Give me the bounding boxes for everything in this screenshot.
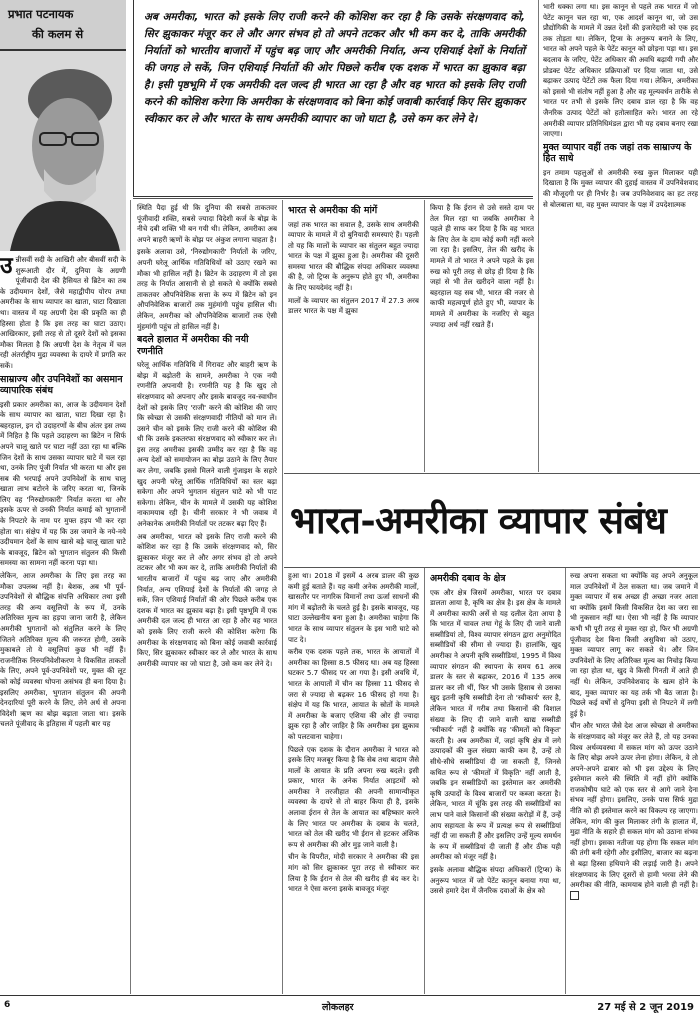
column-4-paragraph-2: एक और क्षेत्र जिसमें अमरीका, भारत पर दबाव डालता आया है, कृषि का क्षेत्र है। इस क्षेत्र के मामले में अमरीका काफी अर्से से यह दलील देता आया है कि भारत में चावल तथा गेहूं के लिए दी जाने वाली सब्सीडियां तो, विश्व व्यापार संगठन द्वारा अनुमोदित सब्सीडियों की सीमा से ज्यादा हैं। हालांकि, खुद अमरीका ने अपनी कृषि सब्सीडियां, 1995 में विश्व व्यापार संगठन की स्थापना के समय 61 अरब डालर के स्तर से बढ़ाकर, 2016 में 135 अरब डालर कर ली थीं, फिर भी उसके हिसाब से उसका खुद इतनी कृषि सब्सीडी देना तो 'स्वीकार्य' स्तर है, लेकिन भारत में गरीब तथा किसानों की विशाल संख्या के लिए दी जाने वाली खाद्य सब्सीडी 'स्वीकार्य' नहीं है क्योंकि वह 'कीमतों को विकृत' करती है। अब अमरीका में, जहां कृषि क्षेत्र में लगे उत्पादकों की कुल संख्या काफी कम है, उन्हें तो सीधे-सीधे सब्सीडियां दी जा सकती हैं, जिनसे कथित रूप से 'कीमतों में विकृति' नहीं आती है, जबकि इन सब्सीडियों का इस्तेमाल कर अमरीकी कृषि उत्पादों के विश्व बाजारों पर कब्जा करता है। लेकिन, भारत में चूंकि इस तरह की सब्सीडियों का लाभ पाने वाले किसानों की संख्या करोड़ों में हैं, उन्हें आय सहायता के रूप में प्रत्यक्ष रूप से सब्सीडियां नहीं दी जा सकती हैं और इसलिए उन्हें मूल्य समर्थन के रूप में सब्सीडियां दी जाती हैं और ठीक यही अमरीका को मंजूर नहीं है।	[430, 587, 561, 862]
column-2-paragraph-2: इसके अलावा उसे, 'निरुद्योगकारी' निर्यातों के जरिए, अपनी घरेलू आर्थिक गतिविधियों को उठाए रखने का मौका भी हासिल नहीं है। ब्रिटेन के उदाहरण में तो इस तरह के निर्यात आसानी से हो सकते थे क्योंकि सबसे ताकतवर औपनिवेशिक सत्ता के रूप में ब्रिटेन को इन औपनिवेशिक बाजारों तक मुहंमांगी पहुंच हासिल थी। लेकिन, अमरीका को औपनिवेशिक बाजारों तक ऐसी मुंहमांगी पहुंच तो हासिल नहीं है।	[137, 247, 277, 331]
end-of-article-mark	[570, 891, 579, 900]
column-5-paragraph-3: रुख अपना सकता था क्योंकि वह अपने अनुकूल माल उपनिवेशों में ठेल सकता था। जब जमाने में मुक्त व्यापार में सब अच्छा ही अच्छा नजर आता था क्योंकि इसमें किसी विकसित देश का जरा सा भी नुकसान नहीं था। ऐसा भी नहीं है कि व्यापार कभी भी पूरी तरह से मुक्त रहा हो, फिर भी अग्रणी पूंजीवाद देश बिना किसी असुविधा को उठाए, मुक्त व्यापार लागू कर सकते थे। और जिन उपनिवेशों के लिए अतिरिक्त मूल्य का निचोड़ किया जा रहा होता था, खुद वे किसी गिनती में आते ही नहीं थे। लेकिन, उपनिवेशवाद के खत्म होने के बाद, मुक्त व्यापार का यह तर्क भी बैठ जाता है। पिछले कई वर्षों से दुनिया इसी से निपटने में लगी हुई है।	[570, 571, 698, 718]
column-5-top	[543, 2, 698, 471]
column-4-paragraph-1: किया है कि ईरान से उसे सस्ते दाम पर तेल मिल रहा था जबकि अमरीका ने पहले ही साफ कर दिया है कि वह भारत के लिए तेल के दाम कोई कमी नहीं करने जा रहा है। इसलिए, तेल की खरीद के मामले में तो भारत ने अपने पहले के इस रुख को पूरी तरह से छोड़ ही दिया है कि जहां से भी तेल खरीदने वाला नहीं है। बहरहाल यह सब भी, भारत की नजर से काफी महत्वपूर्ण होते हुए भी, व्यापार के मामले में अमरीका के नजरिए से बहुत ज्यादा अर्थ नहीं रखते हैं।	[430, 203, 534, 329]
divider-4-top	[538, 0, 539, 472]
column-4-paragraph-3: इसके अलावा बौद्धिक संपदा अधिकारों (ट्रिप्स) के अनुरूप भारत में जो पेटेंट कानून बनाया गया था, उससे हमारे देश में जैनरिक दवाओं के क्षेत्र को	[430, 864, 561, 896]
column-3-paragraph-4: करीब एक दशक पहले तक, भारत के आयातों में अमरीका का हिस्सा 8.5 फीसद था। अब यह हिस्सा घटकर 5.7 फीसद पर आ गया है। इसी अवधि में, भारत के आयातों में चीन का हिस्सा 11 फीसद से जरा से ज्यादा से बढ़कर 16 फीसद हो गया है। संक्षेप में यह कि भारत, आयात के स्रोतों के मामले में अमरीका के बजाए एशिया की ओर ही ज्यादा झुक रहा है और जाहिर है कि अमरीका इस झुकाव को पलटवाना चाहेगा।	[288, 647, 419, 741]
column-2-paragraph-3: घरेलू आर्थिक गतिविधि में गिरावट और बाहरी ऋण के बोझ में बढ़ोतरी के सामने, अमरीका ने एक नयी रणनीति अपनायी है। रणनीति यह है कि खुद तो संरक्षणवाद को अपनाए और इसके बावजूद नव-स्वाधीन देशों को इसके लिए 'राजी' करने की कोशिश की जाए कि स्वेच्छा से उसकी संरक्षणवादी नीतियों को मान लें। उसने चीन को इसके लिए राजी करने की कोशिश की थी कि उसके इकतरफा संरक्षणवाद को स्वीकार कर ले। इस तरह अमरीका इसकी उम्मीद कर रहा है कि वह अन्य देशों को समायोजन का बोझ उठाने के लिए तैयार कर लेगा, जबकि इससे मिलने वाली गुंजाइश के सहारे खुद अपनी घरेलू आर्थिक गतिविधियों का स्तर बढ़ा सकेगा और अपने भुगतान संतुलन घाटे को भी पाट सकेगा। लेकिन, चीन के मामले में उसकी यह कोशिश नाकामयाब रही है। चीनी सरकार ने भी जवाब में अनेकानेक अमरीकी निर्यातों पर तटकर बढ़ा दिए हैं।	[137, 360, 277, 529]
column-4-bottom	[430, 571, 561, 992]
column-3-bottom	[288, 571, 419, 992]
column-1-paragraph-3: लेकिन, आज अमरीका के लिए इस तरह का मौका उपलब्ध नहीं है। बेशक, अब भी पूर्व-उपनिवेशों से बौद्धिक संपत्ति अधिकार तथा इसी तरह की अन्य वसूलियों के रूप में, उनके अतिरिक्त मूल्य का हड़पा जाना जारी है, लेकिन अमरीकी भुगतानों को संतुलित करने के लिए जितने अतिरिक्त मूल्य की जरूरत होगी, उसके मुकाबले तो ये वसूलियां कुछ भी नहीं हैं। राजनीतिक निरुपनिवेशीकरण ने विकसित ताकतों के लिए, अपने पूर्व-उपनिवेशों पर, मुक्त की लूट को कोई व्यवस्था थोपना असंभव ही बना दिया है। इसलिए अमरीका, भुगतान संतुलन की अपनी देनदारियां पूरी करने के लिए, लेने अर्थ से अपना विदेशी ऋण का बोझ बढ़ाता जाता था। इसके चलते पूंजीवाद के इतिहास में पहली बार यह	[0, 571, 126, 729]
column-2-paragraph-4: अब अमरीका, भारत को इसके लिए राजी करने की कोशिश कर रहा है कि उसके संरक्षणवाद को, सिर झुकाकर मंजूर कर ले और अगर संभव हो तो अपने तटकर और भी कम कर दे, ताकि अमरीकी निर्यातों की भारतीय बाजारों में पहुंच बढ़ जाए और अमरीकी निर्यात, अन्य एशियाई देशों के निर्यातों की जगह ले सकें, जिन एशियाई निर्यातों की ओर पिछले करीब एक दशक में भारत का झुकाव बढ़ा है। इसी पृष्ठभूमि में एक अमरीकी दल जल्द ही भारत आ रहा है और वह भारत को इसके लिए राजी करने की कोशिश करेगा कि अमरीका के संरक्षणवाद को बिना कोई जवाबी कार्रवाई किए, सिर झुकाकर स्वीकार कर ले और भारत के साथ अमरीकी व्यापार का जो घाटा है, उसे कम कर लेने दे।	[137, 531, 277, 668]
author-photo	[0, 51, 126, 251]
column-3-paragraph-1: जहां तक भारत का सवाल है, उसके साथ अमरीकी व्यापार के मामले में दो बुनियादी समस्याएं हैं। पहली तो यह कि मालों के व्यापार का संतुलन बहुत ज्यादा भारत के पक्ष में झुका हुआ है। अमरीका की दूसरी समस्या भारत की बौद्धिक संपदा अधिकार व्यवस्था की है, जो ट्रिप्स के अनुरूप होते हुए भी, अमरीका के लिए फायदेमंद नहीं है।	[288, 219, 419, 293]
column-2	[137, 203, 277, 992]
section-heading-pressure-areas: अमरीकी दबाव के क्षेत्र	[430, 573, 506, 584]
section-heading-empire: साम्राज्य और उपनिवेशों का असमान व्यापारिक संबंध	[0, 373, 123, 397]
drop-cap: उ	[0, 255, 13, 279]
column-1-paragraph-1	[0, 255, 126, 372]
divider-3-bottom	[424, 568, 425, 994]
column-1-paragraph-2: इसी प्रकार अमरीका का, आज के उदीयमान देशों के साथ व्यापार का खाता, घाटा दिखा रहा है। बहरहाल, इन दो उदाहरणों के बीच अंतर इस तथ्य में निहित है कि पहले उदाहरण का ब्रिटेन न सिर्फ अपने चालू खाते पर घाटा नहीं उठा रहा था बल्कि जिन देशों के साथ उसका व्यापार घाटे में चल रहा था, उनके लिए पूंजी निर्यात भी करता था और इस सब की भरपाई अपने उपनिवेशों के साथ चालू खाता लाभ बटोरने के जरिए करता था, जिनके लिए वह 'निरुद्योगकारी' निर्यात करता था और इसके ऊपर से उनकी निर्यात कमाई को भुगतानों के निपटारे के नाम पर मुफ्त हड़प भी कर रहा होता था। संक्षेप में यह कि उस जमाने के नये-नये उदीयमान देशों के साथ खासे बड़े चालू खाता घाटे के बावजूद, ब्रिटेन को भुगतान संतुलन की किसी समस्या का सामना नहीं करना पड़ा था।	[0, 399, 126, 568]
divider-1	[130, 200, 131, 994]
column-1-paragraph-1-text: न्नीसवीं सदी के आखिरी और बीसवीं सदी के शुरूआती दौर में, दुनिया के अग्रणी पूंजीवादी देश की हैसियत से ब्रिटेन का तब के उदीयमान देशों, जैसे महाद्वीपीय योरप तथा अमरीका के साथ व्यापार का खाता, घाटा दिखाता था। वास्तव में यह अग्रणी देश की प्रकृति का ही हिस्सा होता है कि इस तरह का घाटा उठाए। आखिरकार, इसी तरह से तो दूसरे देशों को इसका मौका मिलता है कि अग्रणी देश के नेतृत्व में चल रही अंतर्राष्ट्रीय मुद्रा व्यवस्था के दायरे में प्रगति कर सकें।	[0, 255, 126, 370]
publication-name: लोकलहर	[322, 1002, 354, 1013]
section-heading-us-demands: भारत से अमरीका की मांगें	[288, 205, 378, 216]
column-5-bottom	[570, 571, 698, 992]
divider-2	[282, 200, 283, 994]
column-1	[0, 255, 126, 992]
column-2-paragraph-1: स्थिति पैदा हुई थी कि दुनिया की सबसे ताकतवर पूंजीवादी शक्ति, सबसे ज्यादा विदेशी कर्ज के बोझ के नीचे दबी शक्ति भी बन गयी थी। लेकिन, अमरीका अब अपने बाहरी ऋणों के बोझ पर अंकुश लगाना चाहता है।	[137, 203, 277, 244]
top-rule	[133, 198, 533, 199]
column-5-paragraph-4-text: चीन और भारत जैसे देश आज स्वेच्छा से अमरीका के संरक्षणवाद को मंजूर कर लेते हैं, तो यह उनका विश्व अर्थव्यवस्था में सकल मांग को ऊपर उठाने के लिए बोझ अपने ऊपर लेना होगा। लेकिन, वे तो अपने-अपने ढाबार को भी इस उद्देश्य के लिए इस्तेमाल करने की स्थिति में नहीं होंगे क्योंकि राजकोषीय घाटे को एक स्तर से आगे जाने देना संभव नहीं होगा। इसलिए, उनके पास सिर्फ मुद्रा नीति को ही इस्तेमाल करने का विकल्प रह जाएगा। लेकिन, मांग की कुल मिलाकर तंगी के हालात में, मुद्रा नीति के सहारे ही सकल मांग को उठाना संभव नहीं होगा। इसका नतीजा यह होगा कि सकल मांग की तंगी बनी रहेगी और इसीलिए, बाजार का बढ़ना से बढ़ा हिस्सा हथियाने की लड़ाई जारी है। अपने संरक्षणवाद के लिए दूसरों से हामी भरवा लेने की अमरीका की नीति, कामयाब होने वाली ही नहीं है।	[570, 721, 698, 890]
column-5-paragraph-2: इन तमाम पहलुओं से अमरीकी रुख कुल मिलाकर यही दिखाता है कि मुक्त व्यापार की दुहाई वास्तव में उपनिवेशवाद की मौजूदगी पर ही निर्भर है। जब उपनिवेशवाद का हट तरह से बोलबाला था, वह मुक्त व्यापार के पक्ष में उपदेशात्मक	[543, 167, 698, 209]
lead-deck-box	[133, 0, 533, 197]
column-3-paragraph-5: पिछले एक दशक के दौरान अमरीका ने भारत को इसके लिए मजबूर किया है कि सेब तथा बादाम जैसे मालों के आयात के प्रति अपना रुख बदले। इसी प्रकार, भारत के अनेक निर्यात आइटमों को अमरीका ने तरजीहात की अपनी सामान्यीकृत व्यवस्था के दायरे से तो बाहर किया ही है, इसके अलावा ईरान से तेल के आयात का बहिष्कार करने के लिए भारत पर अमरीका के दबाव के चलते, भारत को तेल की खरीद भी ईरान से हटकर अंशिक रूप से अमरीका की ओर मुड़ जाने वाली है।	[288, 744, 419, 849]
page-footer	[0, 995, 700, 1015]
column-3-paragraph-6: चीन के विपरीत, मोदी सरकार ने अमरीका की इस मांग को सिर झुकाकर पूरा तरह से स्वीकार कर लिया है कि ईरान से तेल की खरीद ही बंद कर दे। भारत ने ऐसा करना इसके बावजूद मंजूर	[288, 852, 419, 894]
column-3-paragraph-3: हुआ था। 2018 में इसमें 4 अरब डालर की कुछ कमी हुई बताते हैं। यह कमी अनेक अमरीकी मालों, खासतौर पर नागरिक विमानों तथा ऊर्जा साधनों की मांग में बढ़ोतरी के चलते हुई है। इसके बावजूद, यह घाटा उल्लेखनीय बना हुआ है। अमरीका चाहेगा कि भारत के साथ व्यापार संतुलन के इस भारी घाटे को पाट दे।	[288, 571, 419, 644]
page-number: 6	[4, 1000, 11, 1010]
author-byline	[0, 0, 126, 51]
column-3-paragraph-2: मालों के व्यापार का संतुलन 2017 में 27.3 अरब डालर भारत के पक्ष में झुका	[288, 295, 419, 316]
author-tagline: की कलम से	[32, 27, 84, 41]
column-3-top	[288, 203, 419, 471]
issue-date: 27 मई से 2 जून 2019	[597, 1002, 694, 1013]
column-4-top	[430, 203, 534, 471]
section-heading-free-trade: मुक्त व्यापार वहीं तक जहां तक साम्राज्य के हित साधे	[543, 141, 692, 165]
divider-4-bottom	[565, 568, 566, 994]
column-5-paragraph-1: भारी धक्का लगा था। इस कानून से पहले तक भारत में जो पेटेंट कानून चल रहा था, एक आदर्श कानून था, जो उस प्रौद्योगिकी के मामले में उन्नत देशों की इजारेदारी को एक हद तक तोड़ता था। लेकिन, ट्रिप्स के अनुरूप बनाने के लिए, भारत को अपने पहले के पेटेंट कानून को छोड़ना पड़ा था। इस बदलाव के जरिए, पेटेंट अधिकार की अवधि बढ़ायी गयी और प्रोडक्ट पेटेंट अधिकार प्रक्रियाओं पर दिया जाता था, उसे बढ़ाकर उत्पाद पेटेंटों तक फैला दिया गया। लेकिन, अमरीका को इससे भी संतोष नहीं हुआ है और वह मूल्यवर्धन तारीके से भारत पर तभी से इसके लिए दबाव डाल रहा है कि वह जैनरिक उत्पाद पेटेंटों को हतोत्साहित करे। भारत आ रहे अमरीकी व्यापार प्रतिनिधिमंडल द्वारा भी यह दबाव बनाए रखा जाएगा।	[543, 2, 698, 139]
author-name: प्रभात पटनायक	[8, 7, 74, 21]
article-headline: भारत-अमरीका व्यापार संबंध	[290, 498, 667, 542]
divider-3-top	[424, 200, 425, 472]
lead-deck-text: अब अमरीका, भारत को इसके लिए राजी करने की कोशिश कर रहा है कि उसके संरक्षणवाद को, सिर झुकाकर मंजूर कर ले और अगर संभव हो तो अपने तटकर और भी कम कर दे, ताकि अमरीकी निर्यातों को भारतीय बाजारों में पहुंच बढ़ जाए और अमरीकी निर्यात, अन्य एशियाई देशों के निर्यातों की जगह ले सकें, जिन एशियाई निर्यातों की ओर पिछले करीब एक दशक में भारत का झुकाव बढ़ा है। इसी पृष्ठभूमि में एक अमरीकी दल जल्द ही भारत आ रहा है और वह भारत को इसके लिए राजी करने की कोशिश करेगा कि अमरीका के संरक्षणवाद को बिना कोई जवाबी कार्रवाई किए सिर झुकाकर स्वीकार कर ले और भारत के साथ अमरीकी व्यापार का जो घाटा है, उसे कम कर लेने दे।	[144, 11, 525, 125]
author-portrait-image	[0, 51, 126, 251]
column-5-paragraph-4	[570, 721, 698, 901]
section-heading-new-strategy: बदले हालात में अमरीका की नयी रणनीति	[137, 334, 249, 357]
headline-bottom-rule	[284, 567, 700, 568]
